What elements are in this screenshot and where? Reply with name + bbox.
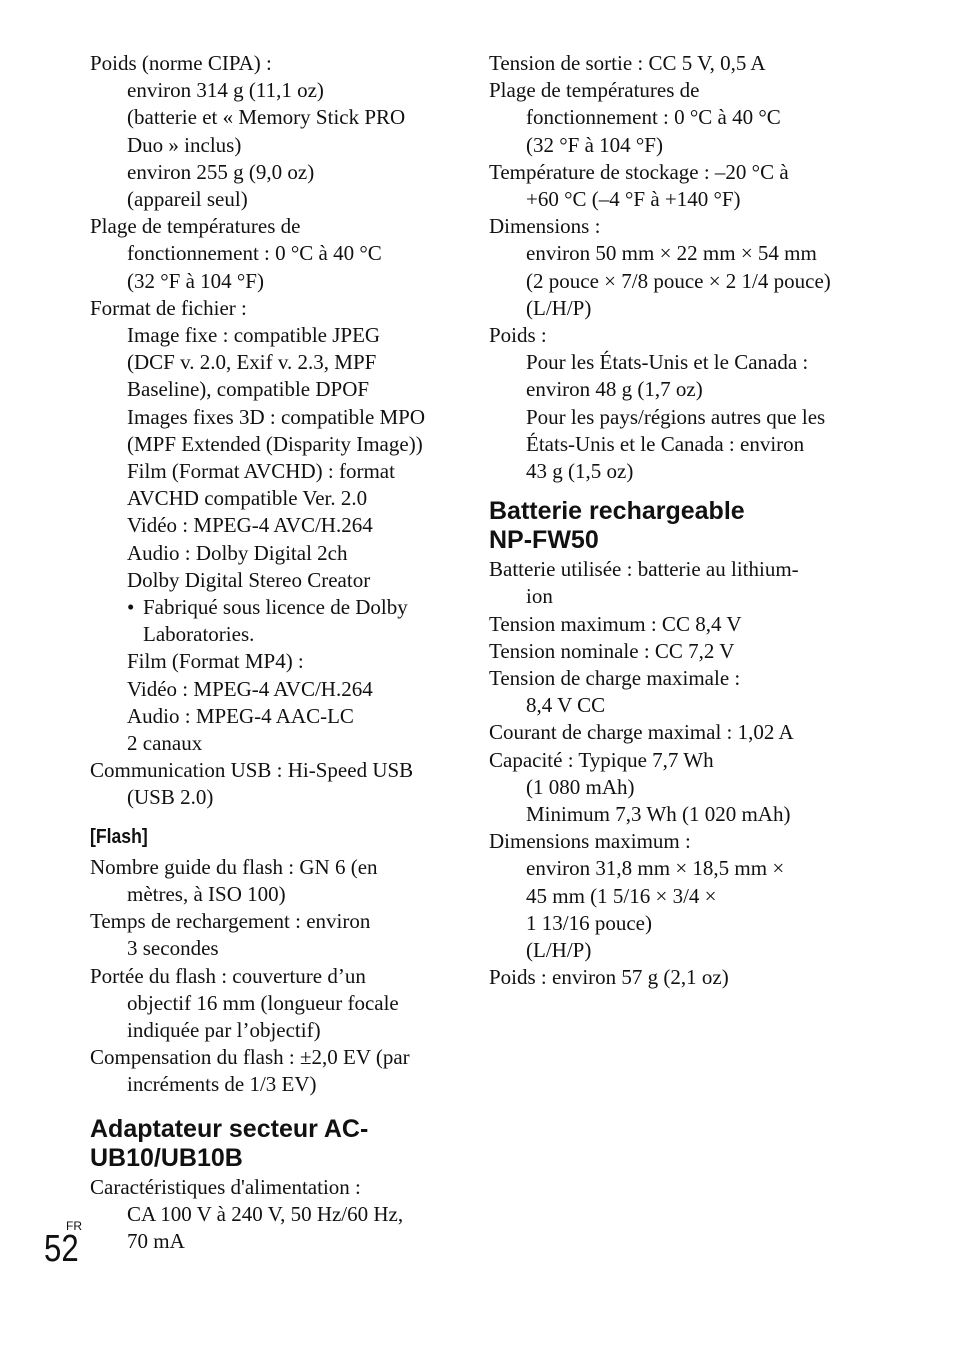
spec-line	[90, 213, 460, 240]
spec-text: Tension nominale : CC 7,2 V	[489, 638, 735, 663]
spec-text: Dimensions maximum :	[489, 829, 691, 854]
spec-line	[90, 908, 460, 935]
spec-line	[489, 556, 861, 583]
spec-text: Laboratories.	[143, 622, 255, 647]
spec-line	[90, 1044, 460, 1071]
spec-line-continued	[489, 910, 861, 937]
spec-line	[489, 159, 861, 186]
spec-text: Pour les pays/régions autres que les	[526, 404, 826, 429]
spec-text: fonctionnement : 0 °C à 40 °C	[526, 105, 781, 130]
spec-line	[90, 295, 460, 322]
spec-line-continued	[489, 295, 861, 322]
spec-text: Audio : MPEG-4 AAC-LC	[127, 703, 354, 728]
spec-line	[489, 828, 861, 855]
spec-text: CA 100 V à 240 V, 50 Hz/60 Hz,	[127, 1201, 404, 1226]
spec-bullet-line-continued	[90, 621, 460, 648]
spec-line-continued	[489, 376, 861, 403]
spec-text: 3 secondes	[127, 936, 219, 961]
spec-text: (L/H/P)	[526, 938, 592, 963]
spec-line	[90, 1174, 460, 1201]
spec-text: (USB 2.0)	[127, 785, 214, 810]
spec-text: Duo » inclus)	[127, 132, 242, 157]
spec-line	[90, 757, 460, 784]
spec-line-continued	[90, 104, 460, 131]
spec-line	[489, 213, 861, 240]
spec-line-continued	[90, 567, 460, 594]
spec-text: 70 mA	[127, 1228, 185, 1253]
spec-line	[489, 638, 861, 665]
spec-line-continued	[489, 883, 861, 910]
spec-text: 8,4 V CC	[526, 693, 606, 718]
spec-line	[489, 964, 861, 991]
spec-text: environ 255 g (9,0 oz)	[127, 159, 315, 184]
spec-line-continued	[489, 431, 861, 458]
spec-text: Compensation du flash : ±2,0 EV (par	[90, 1045, 410, 1070]
spec-line-continued	[90, 881, 460, 908]
spec-line-continued	[90, 1201, 460, 1228]
spec-text: (appareil seul)	[127, 187, 248, 212]
spec-text: Poids :	[489, 323, 547, 348]
spec-line-continued	[90, 77, 460, 104]
spec-text: Tension maximum : CC 8,4 V	[489, 611, 742, 636]
spec-text: Dolby Digital Stereo Creator	[127, 567, 371, 592]
spec-line-continued	[489, 458, 861, 485]
spec-text: Batterie utilisée : batterie au lithium-	[489, 557, 799, 582]
spec-line-continued	[90, 990, 460, 1017]
spec-text: 2 canaux	[127, 731, 203, 756]
spec-text: Communication USB : Hi-Speed USB	[90, 758, 414, 783]
spec-line	[489, 50, 861, 77]
spec-line	[489, 77, 861, 104]
spec-text: Format de fichier :	[90, 295, 247, 320]
spec-text: environ 48 g (1,7 oz)	[526, 377, 703, 402]
spec-line-continued	[489, 349, 861, 376]
spec-line	[90, 963, 460, 990]
adapter-heading-line-1: Adaptateur secteur AC-	[90, 1114, 369, 1143]
spec-line-continued	[90, 512, 460, 539]
spec-text: AVCHD compatible Ver. 2.0	[127, 486, 368, 511]
spec-line	[489, 665, 861, 692]
spec-text: (2 pouce × 7/8 pouce × 2 1/4 pouce)	[526, 268, 831, 293]
battery-specs-list	[489, 556, 861, 991]
spec-line-continued	[90, 935, 460, 962]
spec-text: Audio : Dolby Digital 2ch	[127, 540, 348, 565]
spec-text: Minimum 7,3 Wh (1 020 mAh)	[526, 802, 791, 827]
spec-line-continued	[90, 730, 460, 757]
spec-text: Images fixes 3D : compatible MPO	[127, 404, 426, 429]
spec-text: environ 50 mm × 22 mm × 54 mm	[526, 241, 817, 266]
spec-text: environ 31,8 mm × 18,5 mm ×	[526, 856, 785, 881]
spec-line-continued	[90, 458, 460, 485]
spec-line	[489, 322, 861, 349]
spec-line-continued	[489, 583, 861, 610]
adapter-heading-line-2: UB10/UB10B	[90, 1143, 243, 1172]
spec-line-continued	[90, 1017, 460, 1044]
spec-text: Poids : environ 57 g (2,1 oz)	[489, 965, 729, 990]
spec-line-continued	[90, 703, 460, 730]
spec-line-continued	[90, 159, 460, 186]
spec-line-continued	[90, 349, 460, 376]
spec-text: Plage de températures de	[489, 78, 700, 103]
spec-line-continued	[489, 186, 861, 213]
spec-text: Poids (norme CIPA) :	[90, 51, 272, 75]
spec-text: Baseline), compatible DPOF	[127, 377, 370, 402]
spec-line-continued	[90, 784, 460, 811]
spec-text: 45 mm (1 5/16 × 3/4 ×	[526, 883, 717, 908]
spec-line-continued	[90, 132, 460, 159]
spec-text: Nombre guide du flash : GN 6 (en	[90, 854, 378, 879]
spec-text: Pour les États-Unis et le Canada :	[526, 350, 809, 375]
spec-text: ion	[526, 584, 553, 609]
spec-line	[90, 854, 460, 881]
battery-heading	[489, 497, 861, 555]
spec-line-continued	[489, 801, 861, 828]
spec-line-continued	[90, 540, 460, 567]
spec-line-continued	[489, 240, 861, 267]
spec-line-continued	[90, 485, 460, 512]
spec-bullet-line	[90, 594, 460, 621]
page-language-label: FR	[66, 1219, 82, 1233]
spec-line-continued	[90, 676, 460, 703]
spec-line	[489, 719, 861, 746]
adapter-specs-continued-list	[489, 50, 861, 485]
spec-line-continued	[90, 404, 460, 431]
spec-line-continued	[90, 376, 460, 403]
spec-text: (32 °F à 104 °F)	[526, 132, 663, 157]
spec-text: Fabriqué sous licence de Dolby	[143, 595, 408, 620]
spec-line-continued	[489, 104, 861, 131]
spec-line-continued	[90, 186, 460, 213]
spec-text: Film (Format AVCHD) : format	[127, 459, 395, 484]
page-number: 52	[44, 1228, 79, 1270]
spec-line-continued	[489, 692, 861, 719]
spec-text: mètres, à ISO 100)	[127, 881, 286, 906]
spec-text: Plage de températures de	[90, 214, 301, 239]
spec-text: Portée du flash : couverture d’un	[90, 963, 366, 988]
spec-text: Courant de charge maximal : 1,02 A	[489, 720, 794, 745]
spec-text: (batterie et « Memory Stick PRO	[127, 105, 406, 130]
spec-text: Image fixe : compatible JPEG	[127, 323, 381, 348]
spec-text: Tension de charge maximale :	[489, 666, 741, 691]
spec-line	[489, 611, 861, 638]
bullet-icon: •	[127, 595, 135, 620]
spec-text: (L/H/P)	[526, 295, 592, 320]
spec-text: (32 °F à 104 °F)	[127, 268, 264, 293]
spec-line-continued	[489, 937, 861, 964]
spec-line-continued	[489, 268, 861, 295]
spec-line-continued	[90, 268, 460, 295]
spec-text: (1 080 mAh)	[526, 774, 635, 799]
spec-text: Capacité : Typique 7,7 Wh	[489, 747, 714, 772]
spec-text: Film (Format MP4) :	[127, 649, 304, 674]
spec-text: +60 °C (–4 °F à +140 °F)	[526, 187, 741, 212]
spec-line-continued	[489, 404, 861, 431]
battery-heading-line-1: Batterie rechargeable	[489, 497, 745, 526]
spec-line	[90, 50, 460, 77]
spec-text: Vidéo : MPEG-4 AVC/H.264	[127, 676, 373, 701]
spec-text: incréments de 1/3 EV)	[127, 1072, 317, 1097]
adapter-specs-list	[90, 1174, 460, 1256]
spec-text: Tension de sortie : CC 5 V, 0,5 A	[489, 51, 766, 75]
spec-line-continued	[90, 1228, 460, 1255]
spec-text: objectif 16 mm (longueur focale	[127, 990, 399, 1015]
spec-line-continued	[90, 240, 460, 267]
spec-line-continued	[90, 322, 460, 349]
spec-text: États-Unis et le Canada : environ	[526, 431, 805, 456]
spec-text: Caractéristiques d'alimentation :	[90, 1174, 361, 1199]
spec-line-continued	[90, 1071, 460, 1098]
spec-text: Dimensions :	[489, 214, 601, 239]
spec-text: (DCF v. 2.0, Exif v. 2.3, MPF	[127, 350, 377, 375]
spec-line-continued	[489, 855, 861, 882]
spec-text: Temps de rechargement : environ	[90, 909, 371, 934]
spec-text: (MPF Extended (Disparity Image))	[127, 431, 423, 456]
flash-heading: [Flash]	[90, 825, 148, 848]
spec-text: 1 13/16 pouce)	[526, 910, 652, 935]
left-column	[90, 50, 460, 1255]
spec-text: fonctionnement : 0 °C à 40 °C	[127, 241, 382, 266]
spec-text: 43 g (1,5 oz)	[526, 459, 634, 484]
spec-text: Vidéo : MPEG-4 AVC/H.264	[127, 513, 373, 538]
battery-heading-line-2: NP-FW50	[489, 526, 599, 555]
spec-text: indiquée par l’objectif)	[127, 1017, 321, 1042]
spec-line-continued	[489, 132, 861, 159]
spec-line-continued	[489, 774, 861, 801]
spec-line-continued	[90, 431, 460, 458]
spec-line	[489, 747, 861, 774]
spec-line-continued	[90, 648, 460, 675]
adapter-heading	[90, 1115, 460, 1173]
spec-text: environ 314 g (11,1 oz)	[127, 78, 324, 103]
spec-text: Température de stockage : –20 °C à	[489, 159, 789, 184]
right-column	[489, 50, 861, 992]
flash-specs-list	[90, 854, 460, 1099]
camera-specs-list	[90, 50, 460, 812]
